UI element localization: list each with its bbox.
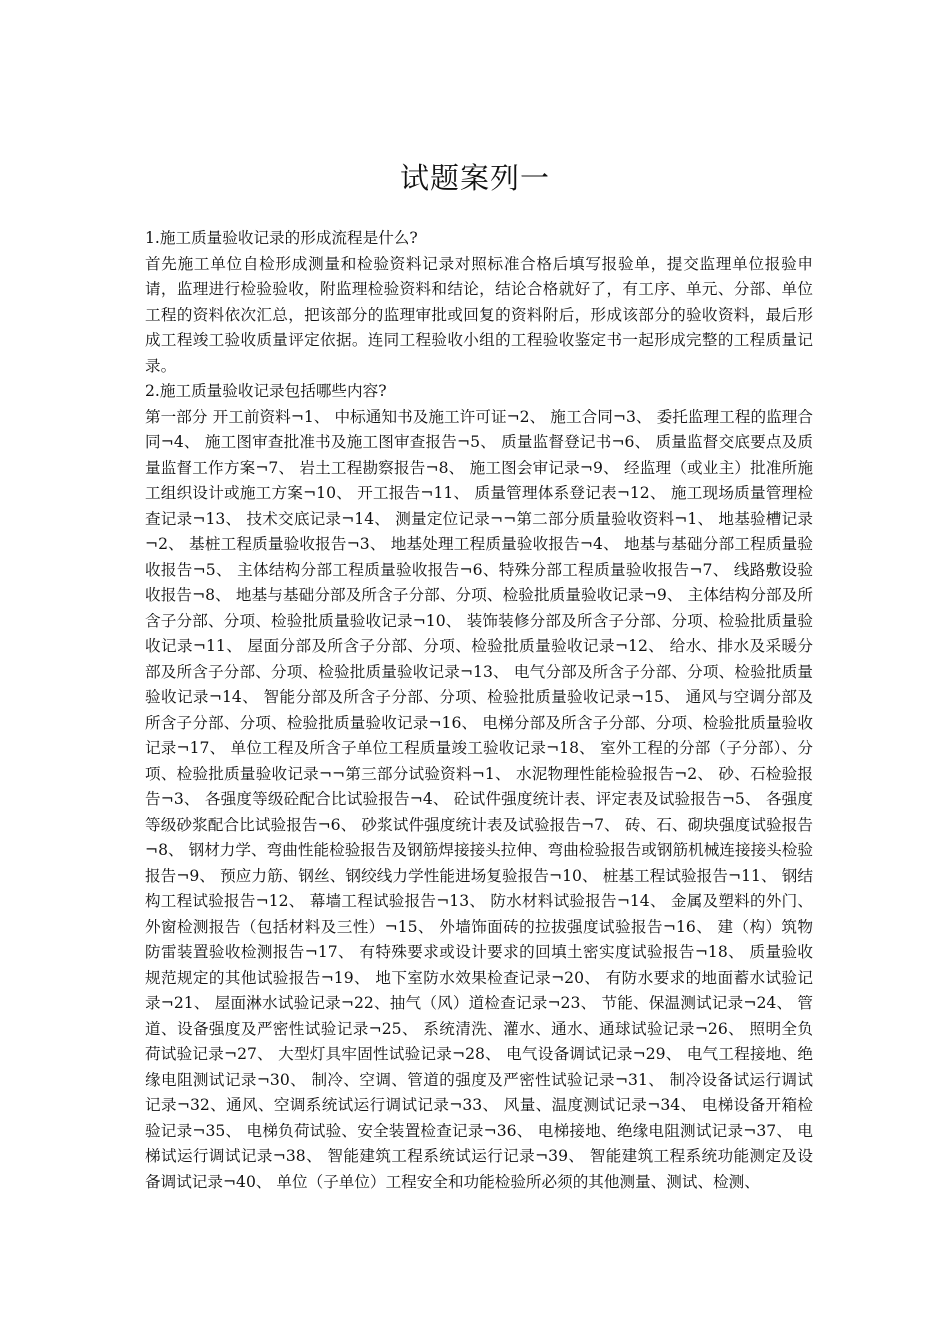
question-2: 2.施工质量验收记录包括哪些内容? bbox=[145, 382, 387, 400]
question-1: 1.施工质量验收记录的形成流程是什么? bbox=[145, 229, 418, 247]
document-title: 试题案列一 bbox=[399, 161, 550, 195]
answer-2: 第一部分 开工前资料¬1、 中标通知书及施工许可证¬2、 施工合同¬3、 委托监理工程的监理合同¬4、 施工图审查批准书及施工图审查报告¬5、 质量监督登记书¬6、 质量监督交底要点及质量监督工作方案¬7、 岩土工程勘察报告¬8、 施工图会审记录¬9、 经监理（或业主）批准所施工组织设计或施工方案¬10、 开工报告¬11、 质量管理体系登记表¬12、 施工现场质量管理检查记录¬13、 技术交底记录¬14、 测量定位记录¬¬第二部分质量验收资料¬1、 地基验槽记录¬2、 基桩工程质量验收报告¬3、 地基处理工程质量验收报告¬4、 地基与基础分部工程质量验收报告¬5、 主体结构分部工程质量验收报告¬6、特殊分部工程质量验收报告¬7、 线路敷设验收报告¬8、 地基与基础分部及所含子分部、分项、检验批质量验收记录¬9、 主体结构分部及所含子分部、分项、检验批质量验收记录¬10、 装饰装修分部及所含子分部、分项、检验批质量验收记录¬11、 屋面分部及所含子分部、分项、检验批质量验收记录¬12、 给水、排水及采暖分部及所含子分部、分项、检验批质量验收记录¬13、 电气分部及所含子分部、分项、检验批质量验收记录¬14、 智能分部及所含子分部、分项、检验批质量验收记录¬15、 通风与空调分部及所含子分部、分项、检验批质量验收记录¬16、 电梯分部及所含子分部、分项、检验批质量验收记录¬17、 单位工程及所含子单位工程质量竣工验收记录¬18、 室外工程的分部（子分部）、分项、检验批质量验收记录¬¬第三部分试验资料¬1、 水泥物理性能检验报告¬2、 砂、石检验报告¬3、 各强度等级砼配合比试验报告¬4、 砼试件强度统计表、评定表及试验报告¬5、 各强度等级砂浆配合比试验报告¬6、 砂浆试件强度统计表及试验报告¬7、 砖、石、砌块强度试验报告¬8、 钢材力学、弯曲性能检验报告及钢筋焊接接头拉伸、弯曲检验报告或钢筋机械连接接头检验报告¬9、 预应力筋、钢丝、钢绞线力学性能进场复验报告¬10、 桩基工程试验报告¬11、 钢结构工程试验报告¬12、 幕墙工程试验报告¬13、 防水材料试验报告¬14、 金属及塑料的外门、外窗检测报告（包括材料及三性）¬15、 外墙饰面砖的拉拔强度试验报告¬16、 建（构）筑物防雷装置验收检测报告¬17、 有特殊要求或设计要求的回填土密实度试验报告¬18、 质量验收规范规定的其他试验报告¬19、 地下室防水效果检查记录¬20、 有防水要求的地面蓄水试验记录¬21、 屋面淋水试验记录¬22、抽气（风）道检查记录¬23、 节能、保温测试记录¬24、 管道、设备强度及严密性试验记录¬25、 系统清洗、灌水、通水、通球试验记录¬26、 照明全负荷试验记录¬27、 大型灯具牢固性试验记录¬28、 电气设备调试记录¬29、 电气工程接地、绝缘电阻测试记录¬30、 制冷、空调、管道的强度及严密性试验记录¬31、 制冷设备试运行调试记录¬32、通风、空调系统试运行调试记录¬33、 风量、温度测试记录¬34、 电梯设备开箱检验记录¬35、 电梯负荷试验、安全装置检查记录¬36、 电梯接地、绝缘电阻测试记录¬37、 电梯试运行调试记录¬38、 智能建筑工程系统试运行记录¬39、 智能建筑工程系统功能测定及设备调试记录¬40、 单位（子单位）工程安全和功能检验所必须的其他测量、测试、检测、 bbox=[145, 407, 813, 1191]
answer-1: 首先施工单位自检形成测量和检验资料记录对照标准合格后填写报验单，提交监理单位报验申请，监理进行检验验收，附监理检验资料和结论，结论合格就好了，有工序、单元、分部、单位工程的资料依次汇总，把该部分的监理审批或回复的资料附后，形成该部分的验收资料，最后形成工程竣工验收质量评定依据。连同工程验收小组的工程验收鉴定书一起形成完整的工程质量记录。 bbox=[145, 254, 813, 375]
document-body bbox=[145, 226, 813, 1195]
